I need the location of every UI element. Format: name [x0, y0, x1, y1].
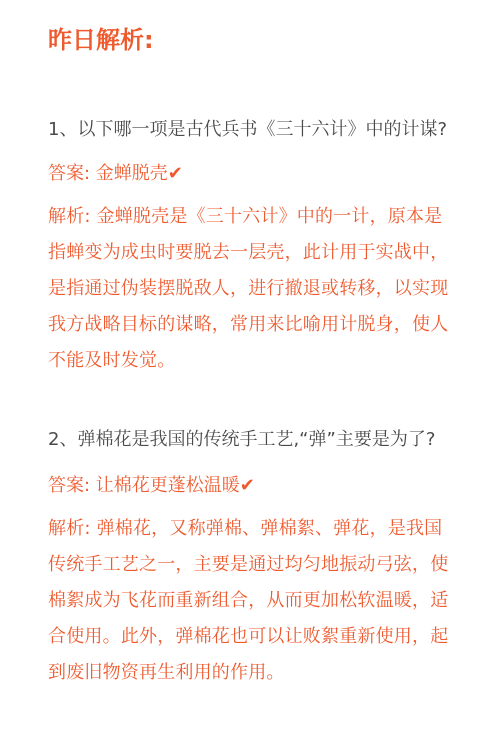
checkmark-icon: ✔ [239, 475, 255, 496]
answer-2-text: 答案: 让棉花更蓬松温暖 [48, 475, 240, 496]
page-title: 昨日解析: [48, 26, 154, 54]
question-2: 2、弹棉花是我国的传统手工艺,“弹”主要是为了? [48, 429, 436, 450]
explanation-1: 解析: 金蝉脱壳是《三十六计》中的一计，原本是指蝉变为成虫时要脱去一层壳，此计用于实战中，是指通过伪装摆脱敌人，进行撤退或转移，以实现我方战略目标的谋略，常用来比喻用计脱身，使人不能及时发觉。 [48, 206, 449, 371]
answer-1-text: 答案: 金蝉脱壳 [48, 163, 168, 184]
answer-1 [48, 161, 183, 187]
question-1: 1、以下哪一项是古代兵书《三十六计》中的计谋? [48, 119, 448, 140]
answer-2 [48, 473, 255, 499]
explanation-2: 解析: 弹棉花，又称弹棉、弹棉絮、弹花，是我国传统手工艺之一，主要是通过均匀地振动弓弦，使棉絮成为飞花而重新组合，从而更加松软温暖，适合使用。此外，弹棉花也可以让败絮重新使用，起到废旧物资再生利用的作用。 [48, 518, 449, 683]
checkmark-icon: ✔ [167, 163, 183, 184]
